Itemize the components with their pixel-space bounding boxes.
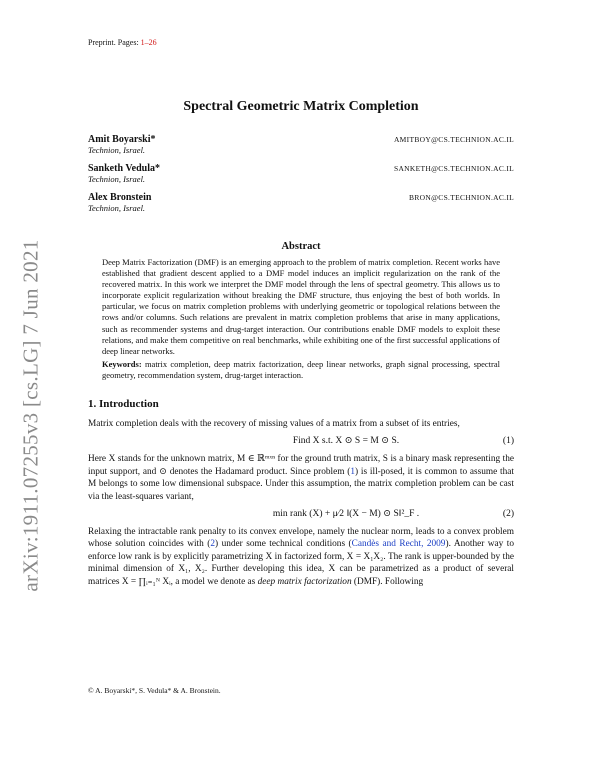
arxiv-sidebar bbox=[14, 225, 48, 605]
equation-ref-link[interactable]: 2 bbox=[210, 539, 215, 550]
equation-ref-link[interactable]: 1 bbox=[350, 466, 356, 477]
equation-1-number: (1) bbox=[502, 435, 514, 446]
text-run: Relaxing the intractable rank penalty to its convex envelope, namely the nuclear norm, leads to a convex problem whose solution coincides with ( bbox=[88, 527, 514, 550]
author-1 bbox=[88, 134, 514, 145]
author-name: Alex Bronstein bbox=[88, 192, 152, 203]
author-block bbox=[88, 134, 514, 213]
copyright-footer: © A. Boyarski*, S. Vedula* & A. Bronstein. bbox=[88, 686, 221, 695]
author-affiliation: Technion, Israel. bbox=[88, 174, 146, 184]
author-email[interactable]: AMITBOY@CS.TECHNION.AC.IL bbox=[393, 135, 514, 144]
text-run: ). Another way to enforce low rank is by explicitly parametrizing X in factorized form, X = X₁X₂. The rank is upper-bounded by the minimal dimension of X₁, X₂. Further developing this idea, X can be parametrized as a product of several matrices X = ∏ᵢ₌₁ᴺ Xᵢ, a model we denote as bbox=[88, 539, 514, 587]
emphasis-text: deep matrix factorization bbox=[257, 576, 352, 587]
keywords-list: matrix completion, deep matrix factorization, deep linear networks, graph signal processing, spectral geometry, recommendation system, drug-target interaction. bbox=[102, 358, 500, 380]
preprint-header bbox=[88, 38, 514, 47]
intro-paragraph-1: Matrix completion deals with the recovery of missing values of a matrix from a subset of its entries, bbox=[88, 419, 460, 430]
equation-1-expression: Find X s.t. X ⊙ S = M ⊙ S. bbox=[292, 436, 400, 447]
author-name: Sanketh Vedula* bbox=[88, 163, 160, 174]
author-3 bbox=[88, 192, 514, 203]
text-run: Here X stands for the unknown matrix, M ∈ ℝᵐˣⁿ for the ground truth matrix, S is a binary mask representing the input support, and ⊙ denotes the Hadamard product. Since problem ( bbox=[88, 454, 514, 477]
arxiv-identifier: arXiv:1911.07255v3 [cs.LG] 7 Jun 2021 bbox=[18, 238, 43, 592]
intro-paragraph-2 bbox=[88, 453, 514, 503]
section-heading: 1. Introduction bbox=[88, 398, 159, 411]
author-name: Amit Boyarski* bbox=[88, 134, 156, 145]
equation-2-expression: min rank (X) + μ⁄2 ‖(X − M) ⊙ S‖²_F . bbox=[272, 509, 420, 520]
equation-2 bbox=[88, 508, 514, 519]
text-run: ) is ill-posed, it is common to assume that M belongs to some low dimensional subspace. Under this assumption, the matrix completion problem can be cast via the least-squares variant, bbox=[88, 466, 514, 502]
text-run: ) under some technical conditions ( bbox=[215, 539, 352, 550]
intro-paragraph-3 bbox=[88, 526, 514, 588]
abstract-section bbox=[102, 241, 500, 381]
author-affiliation: Technion, Israel. bbox=[88, 145, 146, 155]
author-affiliation: Technion, Israel. bbox=[88, 203, 146, 213]
author-email[interactable]: SANKETH@CS.TECHNION.AC.IL bbox=[393, 164, 514, 173]
equation-2-number: (2) bbox=[502, 508, 514, 519]
author-2 bbox=[88, 163, 514, 174]
equation-1 bbox=[88, 435, 514, 446]
author-email[interactable]: BRON@CS.TECHNION.AC.IL bbox=[409, 193, 514, 202]
text-run: (DMF). Following bbox=[351, 576, 424, 587]
paper-title: Spectral Geometric Matrix Completion bbox=[183, 99, 419, 114]
introduction-section bbox=[88, 398, 514, 588]
preprint-prefix: Preprint. Pages: bbox=[88, 38, 141, 47]
paper-page bbox=[88, 38, 514, 588]
keywords-label: Keywords: bbox=[102, 358, 142, 369]
citation-link[interactable]: Candès and Recht, 2009 bbox=[351, 539, 446, 550]
pages-link[interactable]: 1–26 bbox=[140, 38, 157, 47]
keywords bbox=[102, 359, 500, 381]
abstract-heading: Abstract bbox=[281, 241, 321, 252]
abstract-text: Deep Matrix Factorization (DMF) is an emerging approach to the problem of matrix completion. Recent works have established that gradient descent applied to a DMF model induces an implicit regularization on the rank of the recovered matrix. In this work we interpret the DMF model through the lens of spectral geometry. This allows us to incorporate explicit regularization without breaking the DMF structure, thus enjoying the best of both worlds. In particular, we focus on matrix completion problems with underlying geometric or topological relations between the rows and/or columns. Such relations are prevalent in matrix completion problems that arise in many applications, such as recommender systems and drug-target interaction. Our contributions enable DMF models to exploit these relations, and make them competitive on real benchmarks, while exhibiting one of the first successful applications of deep linear networks. bbox=[102, 257, 500, 356]
